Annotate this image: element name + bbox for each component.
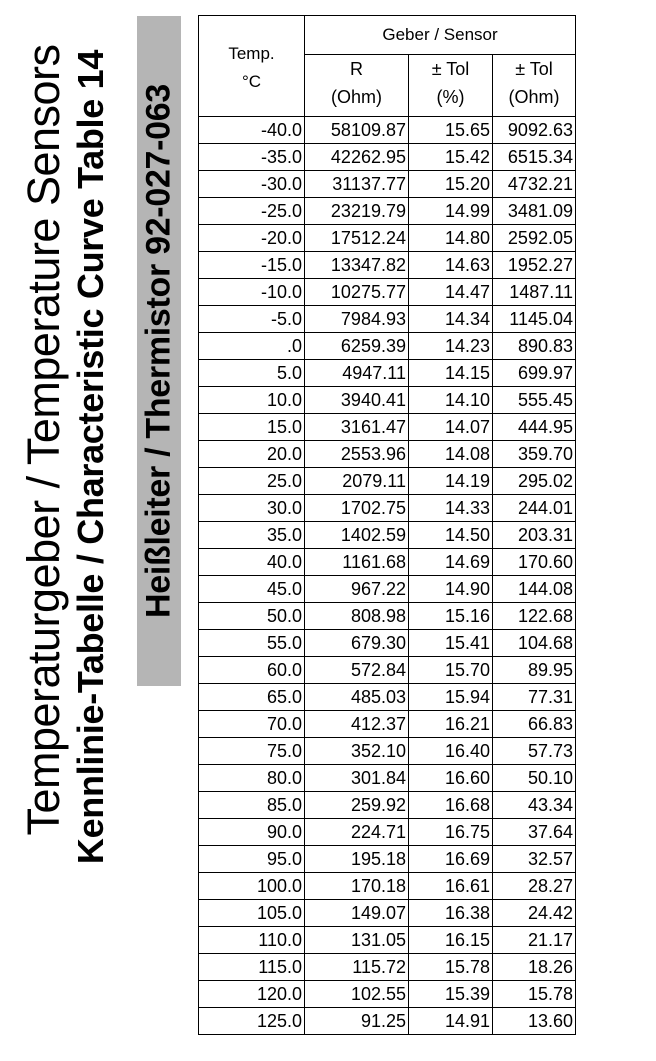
tolerance-ohm-cell: 66.83 (493, 711, 576, 738)
tolerance-percent-cell: 16.69 (409, 846, 493, 873)
temp-cell: 90.0 (199, 819, 305, 846)
tolerance-percent-cell: 16.21 (409, 711, 493, 738)
table-row (199, 765, 576, 792)
tolerance-ohm-cell: 1145.04 (493, 306, 576, 333)
temp-cell: 115.0 (199, 954, 305, 981)
tolerance-ohm-header-unit: (Ohm) (508, 87, 560, 107)
temp-cell: 50.0 (199, 603, 305, 630)
tolerance-ohm-cell: 21.17 (493, 927, 576, 954)
temp-cell: -20.0 (199, 225, 305, 252)
tolerance-ohm-header (493, 55, 576, 117)
table-row (199, 171, 576, 198)
resistance-cell: 17512.24 (305, 225, 409, 252)
temp-cell: -25.0 (199, 198, 305, 225)
temp-cell: 40.0 (199, 549, 305, 576)
tolerance-ohm-cell: 3481.09 (493, 198, 576, 225)
temp-cell: -15.0 (199, 252, 305, 279)
tolerance-ohm-cell: 359.70 (493, 441, 576, 468)
tolerance-percent-cell: 16.38 (409, 900, 493, 927)
tolerance-percent-cell: 14.50 (409, 522, 493, 549)
resistance-header-label: R (350, 59, 363, 79)
tolerance-percent-cell: 16.40 (409, 738, 493, 765)
tolerance-ohm-cell: 15.78 (493, 981, 576, 1008)
tolerance-ohm-cell: 122.68 (493, 603, 576, 630)
temp-cell: 45.0 (199, 576, 305, 603)
temp-cell: 10.0 (199, 387, 305, 414)
resistance-cell: 31137.77 (305, 171, 409, 198)
tolerance-percent-cell: 16.61 (409, 873, 493, 900)
table-row (199, 495, 576, 522)
tolerance-ohm-cell: 1952.27 (493, 252, 576, 279)
tolerance-percent-cell: 15.39 (409, 981, 493, 1008)
resistance-cell: 91.25 (305, 1008, 409, 1035)
tolerance-ohm-cell: 32.57 (493, 846, 576, 873)
tolerance-percent-cell: 14.33 (409, 495, 493, 522)
resistance-cell: 7984.93 (305, 306, 409, 333)
table-row (199, 603, 576, 630)
resistance-cell: 131.05 (305, 927, 409, 954)
temp-cell: 55.0 (199, 630, 305, 657)
tolerance-ohm-cell: 203.31 (493, 522, 576, 549)
tolerance-ohm-cell: 170.60 (493, 549, 576, 576)
temp-cell: -10.0 (199, 279, 305, 306)
temp-cell: 80.0 (199, 765, 305, 792)
tolerance-ohm-cell: 1487.11 (493, 279, 576, 306)
resistance-cell: 58109.87 (305, 117, 409, 144)
resistance-cell: 572.84 (305, 657, 409, 684)
tolerance-percent-cell: 14.07 (409, 414, 493, 441)
temp-cell: 105.0 (199, 900, 305, 927)
table-row (199, 333, 576, 360)
temp-cell: -35.0 (199, 144, 305, 171)
table-row (199, 954, 576, 981)
temp-cell: 85.0 (199, 792, 305, 819)
tolerance-percent-header-unit: (%) (436, 87, 465, 107)
table-row (199, 846, 576, 873)
resistance-cell: 3161.47 (305, 414, 409, 441)
tolerance-percent-cell: 15.65 (409, 117, 493, 144)
temp-cell: 15.0 (199, 414, 305, 441)
resistance-cell: 352.10 (305, 738, 409, 765)
tolerance-ohm-cell: 699.97 (493, 360, 576, 387)
temp-cell: 110.0 (199, 927, 305, 954)
temp-cell: .0 (199, 333, 305, 360)
temp-header-unit: °C (241, 72, 262, 91)
tolerance-percent-cell: 15.41 (409, 630, 493, 657)
tolerance-percent-cell: 14.90 (409, 576, 493, 603)
resistance-cell: 1402.59 (305, 522, 409, 549)
tolerance-percent-cell: 16.75 (409, 819, 493, 846)
tolerance-percent-cell: 14.80 (409, 225, 493, 252)
resistance-cell: 13347.82 (305, 252, 409, 279)
table-row (199, 981, 576, 1008)
table-row (199, 927, 576, 954)
tolerance-percent-cell: 15.94 (409, 684, 493, 711)
tolerance-percent-cell: 16.15 (409, 927, 493, 954)
tolerance-percent-cell: 14.34 (409, 306, 493, 333)
tolerance-ohm-cell: 144.08 (493, 576, 576, 603)
resistance-cell: 10275.77 (305, 279, 409, 306)
table-row (199, 549, 576, 576)
resistance-cell: 259.92 (305, 792, 409, 819)
tolerance-ohm-cell: 13.60 (493, 1008, 576, 1035)
table-row (199, 657, 576, 684)
table-row (199, 684, 576, 711)
temp-cell: -30.0 (199, 171, 305, 198)
resistance-cell: 1161.68 (305, 549, 409, 576)
resistance-cell: 1702.75 (305, 495, 409, 522)
table-row (199, 441, 576, 468)
table-row (199, 873, 576, 900)
resistance-cell: 4947.11 (305, 360, 409, 387)
tolerance-ohm-cell: 555.45 (493, 387, 576, 414)
table-row (199, 711, 576, 738)
tolerance-percent-cell: 16.68 (409, 792, 493, 819)
resistance-cell: 115.72 (305, 954, 409, 981)
tolerance-percent-cell: 14.23 (409, 333, 493, 360)
table-body (199, 117, 576, 1035)
temp-cell: 5.0 (199, 360, 305, 387)
table-row (199, 279, 576, 306)
table-row (199, 576, 576, 603)
tolerance-percent-header-label: ± Tol (431, 59, 470, 79)
temp-cell: 125.0 (199, 1008, 305, 1035)
temp-cell: -40.0 (199, 117, 305, 144)
tolerance-ohm-cell: 9092.63 (493, 117, 576, 144)
tolerance-percent-cell: 14.99 (409, 198, 493, 225)
temp-cell: 100.0 (199, 873, 305, 900)
table-row (199, 306, 576, 333)
resistance-cell: 149.07 (305, 900, 409, 927)
resistance-cell: 412.37 (305, 711, 409, 738)
table-row (199, 900, 576, 927)
tolerance-ohm-cell: 89.95 (493, 657, 576, 684)
tolerance-percent-cell: 14.91 (409, 1008, 493, 1035)
resistance-header (305, 55, 409, 117)
temp-cell: 70.0 (199, 711, 305, 738)
characteristic-curve-table (198, 15, 576, 1035)
tolerance-ohm-cell: 890.83 (493, 333, 576, 360)
tolerance-ohm-cell: 37.64 (493, 819, 576, 846)
temp-header (199, 16, 305, 117)
temp-cell: 35.0 (199, 522, 305, 549)
tolerance-percent-cell: 14.47 (409, 279, 493, 306)
tolerance-percent-cell: 14.63 (409, 252, 493, 279)
table-row (199, 387, 576, 414)
resistance-cell: 808.98 (305, 603, 409, 630)
tolerance-percent-cell: 14.08 (409, 441, 493, 468)
tolerance-ohm-cell: 50.10 (493, 765, 576, 792)
table-row (199, 522, 576, 549)
tolerance-ohm-cell: 4732.21 (493, 171, 576, 198)
resistance-cell: 485.03 (305, 684, 409, 711)
tolerance-ohm-cell: 57.73 (493, 738, 576, 765)
table-subtitle: Kennlinie-Tabelle / Characteristic Curve Table 14 (70, 49, 111, 865)
tolerance-percent-cell: 15.16 (409, 603, 493, 630)
temp-cell: 30.0 (199, 495, 305, 522)
table-row (199, 1008, 576, 1035)
table-row (199, 252, 576, 279)
tolerance-percent-cell: 14.15 (409, 360, 493, 387)
temp-cell: 60.0 (199, 657, 305, 684)
table-row (199, 414, 576, 441)
temp-header-label: Temp. (228, 44, 275, 63)
resistance-cell: 102.55 (305, 981, 409, 1008)
table-row (199, 792, 576, 819)
table-row (199, 117, 576, 144)
resistance-cell: 6259.39 (305, 333, 409, 360)
tolerance-ohm-cell: 444.95 (493, 414, 576, 441)
resistance-header-unit: (Ohm) (331, 87, 382, 107)
tolerance-ohm-cell: 6515.34 (493, 144, 576, 171)
table-row (199, 198, 576, 225)
tolerance-percent-cell: 15.20 (409, 171, 493, 198)
tolerance-ohm-cell: 18.26 (493, 954, 576, 981)
main-title: Temperaturgeber / Temperature Sensors (18, 44, 69, 836)
tolerance-percent-cell: 14.19 (409, 468, 493, 495)
resistance-cell: 2553.96 (305, 441, 409, 468)
tolerance-ohm-cell: 28.27 (493, 873, 576, 900)
resistance-cell: 2079.11 (305, 468, 409, 495)
tolerance-ohm-cell: 104.68 (493, 630, 576, 657)
temp-cell: 25.0 (199, 468, 305, 495)
table-row (199, 819, 576, 846)
temp-cell: -5.0 (199, 306, 305, 333)
resistance-cell: 301.84 (305, 765, 409, 792)
tolerance-percent-cell: 15.70 (409, 657, 493, 684)
resistance-cell: 195.18 (305, 846, 409, 873)
sensor-title: Heißleiter / Thermistor 92-027-063 (139, 83, 178, 619)
tolerance-percent-header (409, 55, 493, 117)
tolerance-ohm-cell: 24.42 (493, 900, 576, 927)
table-row (199, 225, 576, 252)
temp-cell: 65.0 (199, 684, 305, 711)
table-row (199, 630, 576, 657)
tolerance-ohm-cell: 295.02 (493, 468, 576, 495)
table-row (199, 468, 576, 495)
resistance-cell: 967.22 (305, 576, 409, 603)
resistance-cell: 23219.79 (305, 198, 409, 225)
resistance-cell: 679.30 (305, 630, 409, 657)
tolerance-ohm-cell: 2592.05 (493, 225, 576, 252)
tolerance-ohm-cell: 77.31 (493, 684, 576, 711)
resistance-cell: 224.71 (305, 819, 409, 846)
temp-cell: 120.0 (199, 981, 305, 1008)
temp-cell: 75.0 (199, 738, 305, 765)
tolerance-percent-cell: 14.10 (409, 387, 493, 414)
table-row (199, 360, 576, 387)
temp-cell: 20.0 (199, 441, 305, 468)
resistance-cell: 3940.41 (305, 387, 409, 414)
tolerance-ohm-cell: 244.01 (493, 495, 576, 522)
temp-cell: 95.0 (199, 846, 305, 873)
tolerance-percent-cell: 15.42 (409, 144, 493, 171)
table-row (199, 144, 576, 171)
sensor-group-header: Geber / Sensor (305, 16, 576, 55)
resistance-cell: 42262.95 (305, 144, 409, 171)
tolerance-ohm-cell: 43.34 (493, 792, 576, 819)
tolerance-ohm-header-label: ± Tol (515, 59, 553, 79)
tolerance-percent-cell: 16.60 (409, 765, 493, 792)
table-row (199, 738, 576, 765)
tolerance-percent-cell: 14.69 (409, 549, 493, 576)
tolerance-percent-cell: 15.78 (409, 954, 493, 981)
resistance-cell: 170.18 (305, 873, 409, 900)
